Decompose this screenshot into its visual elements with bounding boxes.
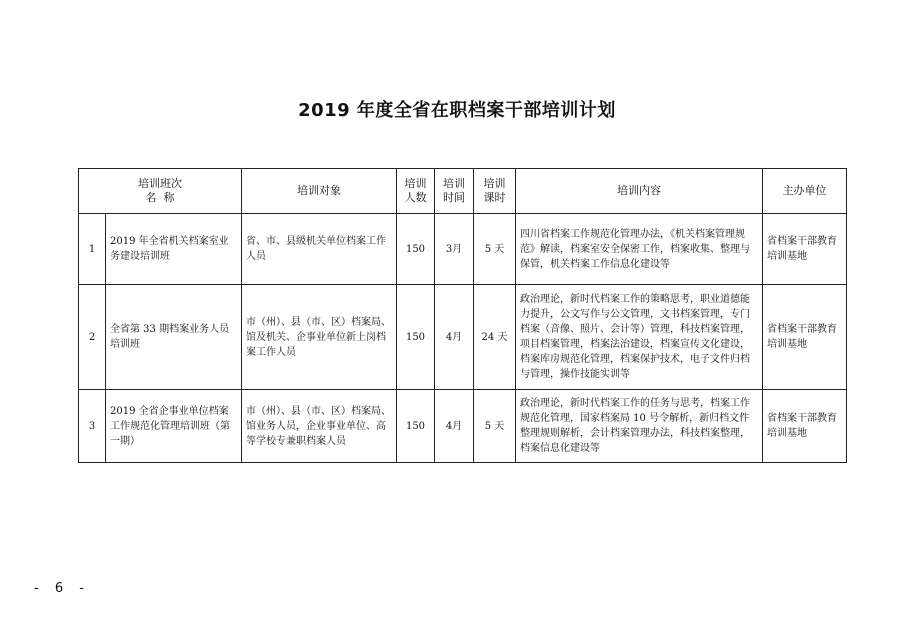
- row-target: 市（州）、县（市、区）档案局、馆业务人员，企业事业单位、高等学校专兼职档案人员: [242, 390, 397, 463]
- row-organizer: 省档案干部教育培训基地: [763, 214, 847, 285]
- table-row: [79, 390, 847, 463]
- row-time: 4月: [435, 390, 474, 463]
- header-hours-line1: 培训: [483, 177, 506, 190]
- row-time: 3月: [435, 214, 474, 285]
- header-time: [435, 169, 474, 214]
- row-count: 150: [397, 390, 435, 463]
- header-content: 培训内容: [516, 169, 763, 214]
- header-class-name-line2: 名 称: [145, 191, 175, 204]
- row-class-name: 全省第 33 期档案业务人员培训班: [106, 285, 242, 390]
- row-hours: 5 天: [474, 214, 516, 285]
- header-count: [397, 169, 435, 214]
- training-plan-table: [78, 168, 847, 463]
- row-class-name: 2019 年全省机关档案室业务建设培训班: [106, 214, 242, 285]
- header-hours: [474, 169, 516, 214]
- header-class-name: [79, 169, 242, 214]
- row-class-name: 2019 全省企事业单位档案工作规范化管理培训班（第一期）: [106, 390, 242, 463]
- row-organizer: 省档案干部教育培训基地: [763, 390, 847, 463]
- table-row: [79, 214, 847, 285]
- table-row: [79, 285, 847, 390]
- header-class-name-line1: 培训班次: [138, 177, 182, 190]
- header-count-line2: 人数: [404, 191, 427, 204]
- row-count: 150: [397, 214, 435, 285]
- page-number: - 6 -: [34, 581, 90, 596]
- row-number: 2: [79, 285, 106, 390]
- row-content: 政治理论，新时代档案工作的任务与思考，档案工作规范化管理，国家档案局 10 号令解析，新归档文件整理规则解析，会计档案管理办法，科技档案整理，档案信息化建设等: [516, 390, 763, 463]
- row-number: 3: [79, 390, 106, 463]
- header-target: 培训对象: [242, 169, 397, 214]
- row-target: 市（州）、县（市、区）档案局、馆及机关、企事业单位新上岗档案工作人员: [242, 285, 397, 390]
- row-hours: 5 天: [474, 390, 516, 463]
- table-header-row: [79, 169, 847, 214]
- row-count: 150: [397, 285, 435, 390]
- header-time-line2: 时间: [443, 191, 465, 204]
- row-content: 四川省档案工作规范化管理办法，《机关档案管理规范》解读，档案室安全保密工作，档案收集、整理与保管，机关档案工作信息化建设等: [516, 214, 763, 285]
- row-content: 政治理论，新时代档案工作的策略思考，职业道德能力提升，公文写作与公文管理，文书档案管理，专门档案（音像、照片、会计等）管理，科技档案管理，项目档案管理，档案法治建设，档案宣传文化建设，档案库房规范化管理，档案保护技术，电子文件归档与管理，操作技能实训等: [516, 285, 763, 390]
- row-time: 4月: [435, 285, 474, 390]
- row-hours: 24 天: [474, 285, 516, 390]
- row-number: 1: [79, 214, 106, 285]
- document-title: 2019 年度全省在职档案干部培训计划: [298, 100, 616, 121]
- row-organizer: 省档案干部教育培训基地: [763, 285, 847, 390]
- row-target: 省、市、县级机关单位档案工作人员: [242, 214, 397, 285]
- header-count-line1: 培训: [404, 177, 427, 190]
- header-organizer: 主办单位: [763, 169, 847, 214]
- header-hours-line2: 课时: [483, 191, 506, 204]
- header-time-line1: 培训: [443, 177, 465, 190]
